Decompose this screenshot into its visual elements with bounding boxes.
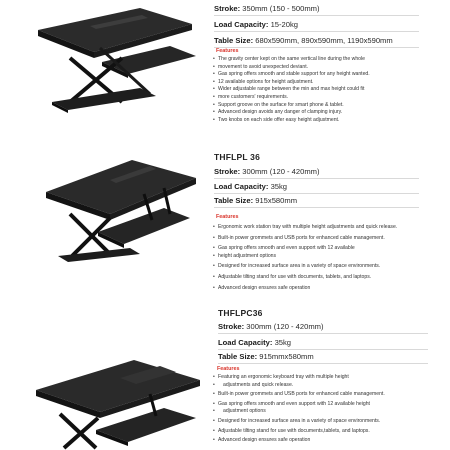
spec-label: Table Size:: [214, 36, 254, 45]
feature-item: • Adjustable tilting stand for use with documents,tablets, and laptops.: [213, 428, 443, 436]
spec-value: 915x580mm: [255, 196, 298, 205]
spec-label: Load Capacity:: [214, 20, 269, 29]
feature-item: • Gas spring offers smooth and even support with 12 available height: [213, 401, 443, 409]
spec-value: 35kg: [270, 182, 288, 191]
feature-item: • Built-in power grommets and USB ports for enhanced cable management.: [213, 235, 448, 243]
feature-item: • Gas spring offers smooth and stable support for any height wanted.: [213, 71, 428, 79]
feature-item: • Advanced design ensures safe operation: [213, 437, 443, 445]
spec-value: 680x590mm, 890x590mm, 1190x590mm: [255, 36, 393, 45]
spec-table-size: [214, 34, 419, 48]
feature-item: • adjustments and quick release.: [213, 382, 443, 390]
feature-item: • Built-in power grommets and USB ports for enhanced cable management.: [213, 391, 443, 399]
features-heading: Features: [217, 366, 240, 372]
spec-value: 35kg: [274, 338, 292, 347]
feature-item: • Adjustable tilting stand for use with documents, tablets, and laptops.: [213, 274, 448, 282]
spec-table-size: [214, 194, 419, 208]
spec-label: Stroke:: [218, 322, 245, 331]
feature-item: • height adjustment options: [213, 253, 448, 261]
spec-load-capacity: [214, 18, 419, 32]
feature-item: • Advanced design avoids any danger of clamping injury.: [213, 109, 428, 117]
feature-item: • Two knobs on each side offer easy height adjustment.: [213, 117, 428, 125]
feature-item: • Advanced design ensures safe operation: [213, 285, 448, 293]
product-3-model: THFLPC36: [218, 308, 263, 318]
spec-label: Table Size:: [214, 196, 254, 205]
product-2-image: [40, 152, 200, 264]
spec-label: Load Capacity:: [214, 182, 269, 191]
spec-value: 300mm (120 - 420mm): [242, 167, 320, 176]
feature-item: • The gravity center kept on the same vertical line during the whole: [213, 56, 428, 64]
spec-label: Stroke:: [214, 4, 241, 13]
spec-table-size: [218, 350, 428, 364]
feature-item: • 12 available options for height adjustment.: [213, 79, 428, 87]
feature-item: • Featuring an ergonomic keyboard tray with multiple height: [213, 374, 443, 382]
spec-value: 350mm (150 - 500mm): [242, 4, 320, 13]
spec-stroke: [218, 320, 428, 334]
product-1-image: [30, 2, 200, 114]
feature-item: • Wider adjustable range between the min and max height could fit: [213, 86, 428, 94]
feature-item: • Gas spring offers smooth and even support with 12 available: [213, 245, 448, 253]
spec-stroke: [214, 165, 419, 179]
spec-value: 15-20kg: [270, 20, 299, 29]
product-2-model: THFLPL 36: [214, 152, 261, 162]
spec-value: 915mmx580mm: [259, 352, 314, 361]
feature-item: • Support groove on the surface for smart phone & tablet.: [213, 102, 428, 110]
features-list: [213, 56, 428, 124]
spec-load-capacity: [214, 180, 419, 194]
features-list: [213, 224, 448, 292]
features-heading: Features: [216, 214, 239, 220]
spec-load-capacity: [218, 336, 428, 350]
product-3-image: [30, 350, 205, 450]
feature-item: • more customers' requirements.: [213, 94, 428, 102]
feature-item: • Designed for increased surface area in a variety of space environments.: [213, 418, 443, 426]
features-list: [213, 374, 443, 445]
spec-label: Stroke:: [214, 167, 241, 176]
spec-stroke: [214, 2, 419, 16]
feature-item: • Designed for increased surface area in a variety of space environments.: [213, 263, 448, 271]
feature-item: • movement to avoid unexpected deviant.: [213, 64, 428, 72]
feature-item: • Ergonomic work station tray with multiple height adjustments and quick release.: [213, 224, 448, 232]
spec-label: Table Size:: [218, 352, 258, 361]
feature-item: • adjustment options: [213, 408, 443, 416]
spec-label: Load Capacity:: [218, 338, 273, 347]
features-heading: Features: [216, 48, 239, 54]
spec-value: 300mm (120 - 420mm): [246, 322, 324, 331]
